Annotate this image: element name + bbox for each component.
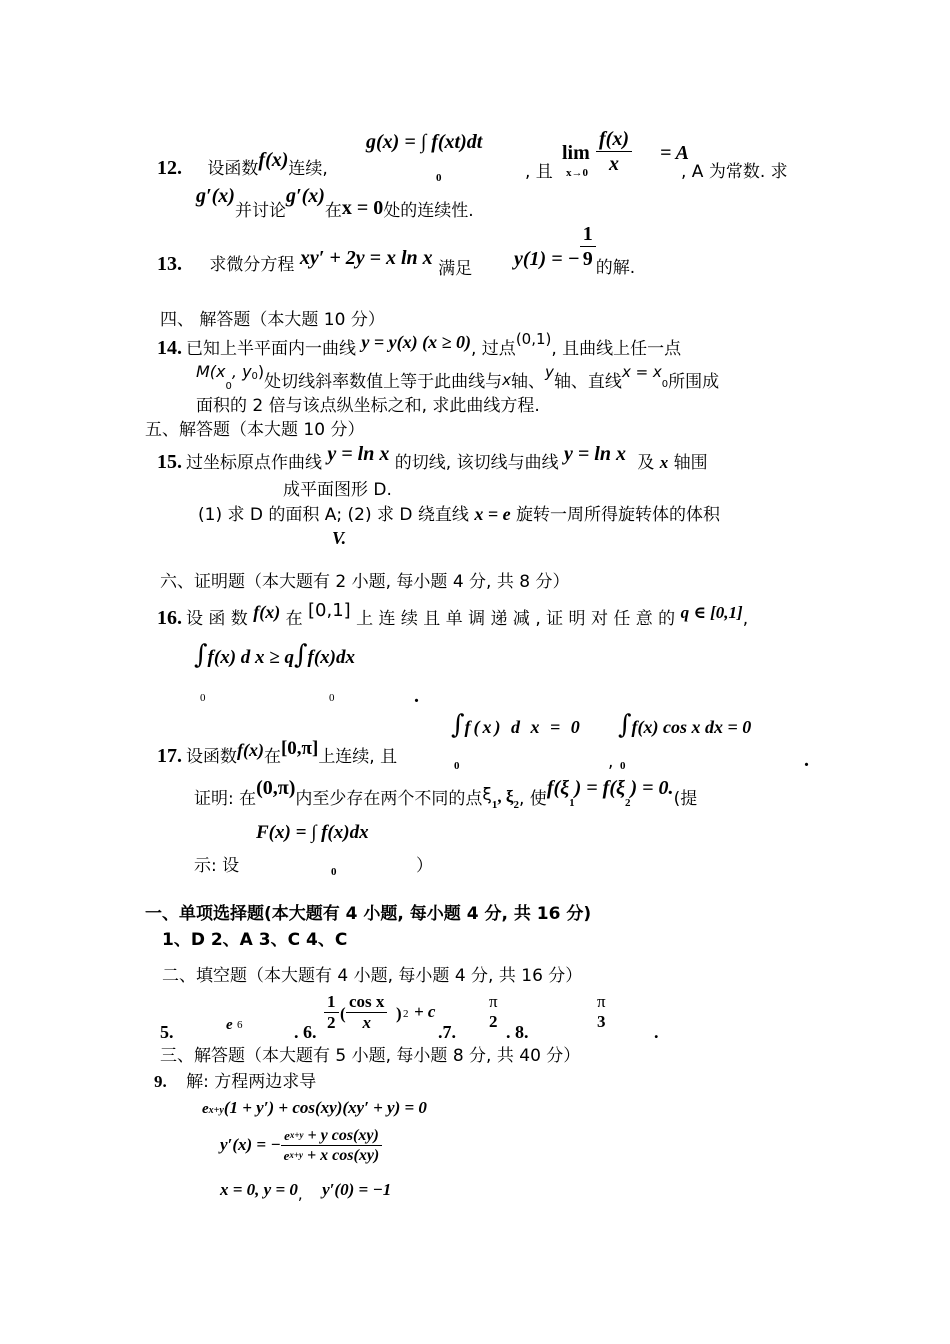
gprime-1: g′(x): [196, 185, 235, 207]
ans5-e: e: [226, 1017, 233, 1033]
answers-1-title: [145, 904, 591, 924]
sub: 1: [569, 797, 575, 809]
sub: 1: [491, 799, 498, 811]
p13-number: 13.: [157, 253, 182, 275]
p15-line2: 成平面图形 D.: [283, 480, 392, 500]
p17-open-interval: (0,π): [256, 777, 296, 799]
ans5-num: 5.: [160, 1022, 174, 1042]
p16-number: 16.: [157, 607, 182, 629]
pi-den: 2: [489, 1012, 498, 1032]
p15-line1: [157, 443, 708, 474]
p15-line3: [198, 504, 720, 526]
p13-equation: xy′ + 2y = x ln x: [299, 247, 433, 269]
half-num: 1: [324, 992, 339, 1013]
p14-point: (0,1): [515, 330, 552, 348]
p12-text3: , 且: [525, 162, 553, 182]
p17-fxi2: ) = f(ξ: [574, 777, 625, 799]
p17-dot: .: [804, 749, 809, 771]
p14-M: M(x: [196, 362, 226, 381]
p16-lower1: 0: [200, 692, 206, 704]
eq1-rest: (1 + y′) + cos(xy)(xy′ + y) = 0: [223, 1098, 427, 1117]
sub: 0: [661, 379, 669, 390]
p15-t1: 过坐标原点作曲线: [186, 453, 322, 473]
p16-line1: [157, 600, 749, 630]
ans9-text: 解: 方程两边求导: [186, 1072, 317, 1092]
half-den: 2: [327, 1013, 336, 1033]
g-def: g(x) = ∫ f(xt)dt: [366, 131, 483, 153]
ans6-num: . 6.: [294, 1022, 317, 1042]
p17-lower1: 0: [454, 760, 460, 772]
p16-inequality: [194, 640, 355, 671]
integral-sign-4: ∫: [618, 710, 632, 740]
p16-q: q ∈ [0,1]: [680, 603, 743, 622]
p14-t5: 轴、: [511, 372, 546, 392]
cond-lhs: y(1) = −: [514, 248, 580, 270]
p16-dot: .: [414, 685, 419, 707]
xi2: , ξ: [497, 787, 514, 806]
eq2-den: ex+y + x cos(xy): [283, 1147, 380, 1165]
sub: 2: [513, 799, 519, 811]
p17-t1: 设函数: [186, 747, 237, 767]
p14-t1: 已知上半平面内一曲线: [186, 339, 356, 359]
cond-den: 9: [582, 248, 593, 270]
integral-sign-1: ∫: [194, 640, 208, 670]
p12-gdef: [366, 130, 482, 154]
ans8-frac: [594, 992, 609, 1033]
ans9-num: 9.: [154, 1072, 167, 1091]
answers-3-title: [160, 1046, 580, 1066]
ans8-num: . 8.: [506, 1022, 529, 1042]
eq1-exp: x+y: [208, 1105, 224, 1116]
p16-interval: [0,1]: [308, 600, 351, 621]
p14-t6: 轴、直线: [553, 372, 622, 392]
p12-number: 12.: [157, 157, 182, 179]
p13-text2: 满足: [438, 259, 473, 279]
section-4-title: 四、 解答题（本大题 10 分）: [160, 310, 385, 330]
p14-line3: 面积的 2 倍与该点纵坐标之和, 求此曲线方程.: [196, 396, 540, 416]
p17-interval: [0,π]: [280, 738, 319, 759]
lim: lim: [562, 142, 590, 164]
y-var: y: [545, 363, 554, 381]
p14-curve: y = y(x) (x ≥ 0): [361, 332, 471, 352]
eq2-frac: [281, 1126, 383, 1165]
x-eq-0: x = 0: [341, 197, 384, 219]
frac-den: x: [608, 153, 619, 175]
p12-t4: , A 为常数. 求: [681, 162, 788, 182]
eq2-num: ex+y + y cos(xy): [281, 1126, 383, 1146]
p17-lower3: 0: [331, 866, 337, 878]
p16-t1: 设 函 数: [186, 609, 248, 629]
p16-lhs: f(x) d x ≥ q: [207, 647, 294, 668]
p12-text2: 连续,: [288, 159, 328, 179]
p12-text1: 设函数: [207, 159, 259, 179]
p14-line2: [196, 362, 720, 392]
p17-comma: ,: [608, 752, 614, 772]
eq3-comma: ,: [297, 1185, 303, 1203]
a3-title: 三、解答题（本大题有 5 小题, 每小题 8 分, 共 40 分）: [160, 1046, 581, 1066]
eq-A: = A: [660, 142, 689, 164]
p12-lower: 0: [436, 172, 442, 184]
p13-condition: [514, 222, 636, 278]
p17-int2: f(x) cos x dx = 0: [631, 717, 752, 737]
p12-text5: 并讨论: [234, 201, 286, 221]
x-eq-x0: x = x: [621, 363, 662, 381]
p17-fxi1: f(ξ: [546, 777, 570, 799]
pi-num: π: [489, 992, 498, 1011]
sub: 0: [225, 381, 232, 392]
xi1: ξ: [482, 785, 492, 805]
pi-den-2: 3: [597, 1012, 606, 1032]
ans5-exp: 6: [237, 1019, 243, 1031]
ans6-rparen: ): [396, 1004, 402, 1023]
paren: ): [257, 362, 265, 381]
eq2-den-rest: x cos(xy): [320, 1147, 380, 1165]
p12-text7: 处的连续性.: [383, 201, 474, 221]
p12-line2: [196, 185, 474, 221]
integral-sign-3: ∫: [451, 710, 465, 740]
eq1-e: e: [202, 1101, 209, 1117]
ans6-plusc: + c: [414, 1002, 436, 1021]
p16-rhs: f(x)dx: [307, 647, 355, 668]
p14-t7: 所围成: [668, 372, 720, 392]
p12-text6: 在: [324, 201, 342, 221]
sub: 2: [625, 797, 631, 809]
e: e: [284, 1128, 290, 1143]
ans7-frac: [486, 992, 501, 1033]
p16-t3: 上 连 续 且 单 调 递 减 , 证 明 对 任 意 的: [356, 609, 676, 629]
integral-sign-2: ∫: [293, 640, 308, 670]
p17-close: ）: [416, 856, 433, 876]
p13-text3: 的解.: [595, 258, 636, 278]
p17-eq0: ) = 0.: [630, 777, 674, 799]
eq3-cond: x = 0, y = 0: [220, 1180, 298, 1199]
p17-t7: (提: [673, 789, 698, 809]
eq3-result: y′(0) = −1: [322, 1180, 392, 1199]
p17-integral1: [451, 710, 583, 741]
p12-text4: [681, 162, 788, 182]
p15-curve1: y = ln x: [327, 443, 390, 465]
p13-text1: 求微分方程: [209, 255, 295, 275]
p16-comma: ,: [742, 609, 749, 629]
answers-2-title: 二、填空题（本大题有 4 小题, 每小题 4 分, 共 16 分）: [162, 966, 583, 986]
answers-2: [160, 990, 680, 1050]
frac-num: f(x): [596, 127, 632, 152]
gprime-2: g′(x): [285, 185, 325, 207]
cos-num: cos x: [346, 992, 387, 1013]
p16-lower2: 0: [329, 692, 335, 704]
p16-fx: f(x): [253, 602, 281, 622]
fx: f(x): [258, 149, 289, 171]
lim-sub: x→0: [566, 167, 588, 179]
ans6-sq: 2: [403, 1008, 409, 1020]
p17-t5: 内至少存在两个不同的点: [295, 789, 483, 809]
p17-hint-F: [256, 822, 369, 845]
lim-frac: [596, 127, 632, 176]
p14-y: , y: [231, 362, 252, 381]
p17-F: F(x) = ∫ f(x)dx: [256, 822, 369, 843]
x-var: x: [502, 371, 512, 389]
p17-t3: 上连续, 且: [318, 747, 398, 767]
section-5-title: 五、解答题（本大题 10 分）: [145, 420, 365, 440]
p15-x-eq-e: x = e: [474, 504, 511, 524]
p17-int1: f(x) d x = 0: [464, 717, 583, 737]
p17-t4: 证明: 在: [194, 789, 257, 809]
p12-line1: [157, 149, 328, 180]
p15-t2: 的切线, 该切线与曲线: [394, 453, 559, 473]
eq2-num-rest: y cos(xy): [320, 1127, 379, 1144]
ans6-lparen: (: [340, 1004, 346, 1023]
p14-line1: [157, 330, 682, 360]
p13-line: [157, 247, 473, 279]
ans6-cos-frac: [346, 992, 387, 1034]
a1-answers: 1、D 2、A 3、C 4、C: [162, 930, 348, 950]
sub: 0: [251, 371, 258, 382]
eq2-lhs: y′(x) = −: [220, 1135, 281, 1155]
p15-t4: 轴围: [673, 453, 708, 473]
ans6-half: [324, 992, 339, 1034]
p17-number: 17.: [157, 745, 182, 767]
p15-volume: V.: [332, 528, 347, 548]
p14-t2: , 过点: [471, 339, 516, 359]
p17-line1: [157, 738, 398, 769]
ans9-head: [154, 1072, 316, 1092]
exp: x+y: [289, 1130, 304, 1140]
p15-t5: (1) 求 D 的面积 A; (2) 求 D 绕直线: [198, 505, 469, 525]
p15-number: 15.: [157, 451, 182, 473]
ans9-eq2: [220, 1126, 382, 1165]
ans9-eq1: [202, 1098, 427, 1118]
ans9-eq3: [220, 1180, 392, 1203]
p17-t2: 在: [263, 747, 281, 767]
p16-t2: 在: [285, 609, 303, 629]
p14-number: 14.: [157, 337, 182, 359]
section-6-title: 六、证明题（本大题有 2 小题, 每小题 4 分, 共 8 分）: [160, 572, 570, 592]
p15-t3: 及: [637, 453, 655, 473]
p17-line2: [194, 776, 698, 811]
answers-1: [162, 930, 347, 950]
p15-curve2: y = ln x: [563, 443, 626, 465]
p14-t3: , 且曲线上任一点: [551, 339, 682, 359]
p17-fx: f(x): [237, 740, 264, 760]
ans7-num: .7.: [438, 1022, 456, 1042]
p15-t6: 旋转一周所得旋转体的体积: [516, 505, 720, 525]
pi-num-2: π: [597, 992, 606, 1011]
exp: x+y: [289, 1150, 304, 1161]
p14-t4: 处切线斜率数值上等于此曲线与: [264, 372, 503, 392]
p15-x: x: [659, 453, 669, 472]
p17-integral2: [618, 710, 751, 741]
cond-num: 1: [580, 222, 596, 247]
p17-lower2: 0: [620, 760, 626, 772]
cond-frac: [580, 222, 596, 271]
e: e: [283, 1148, 290, 1164]
p17-line3: 示: 设: [194, 856, 240, 876]
p17-t6: , 使: [519, 789, 547, 809]
a1-title: 一、单项选择题(本大题有 4 小题, 每小题 4 分, 共 16 分): [145, 904, 592, 924]
ans-end-dot: .: [654, 1022, 659, 1042]
cos-den: x: [362, 1013, 371, 1033]
